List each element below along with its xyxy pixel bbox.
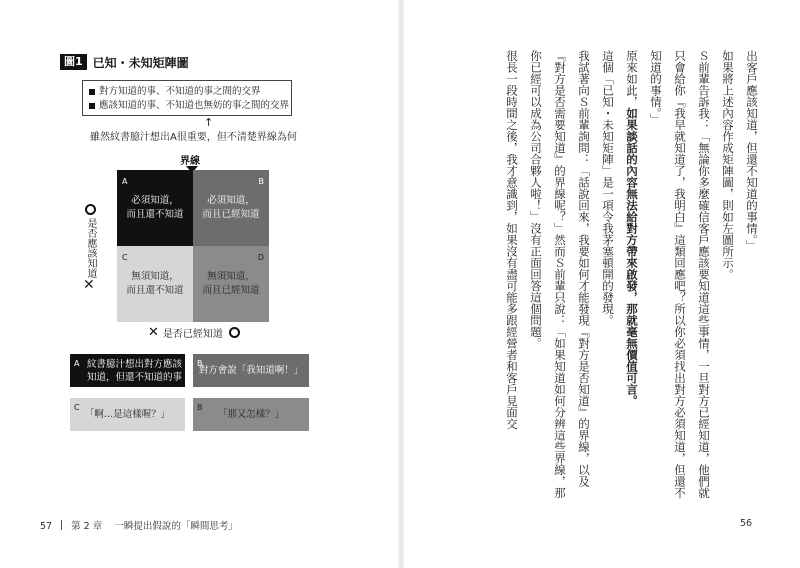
bullet-square-icon [89, 89, 95, 95]
card-text: 對方會說「我知道啊！」 [198, 365, 304, 376]
paragraph: 如果將上述內容作成矩陣圖，則如左圖所示。 [721, 50, 735, 280]
legend-note: 雖然紋書臆汁想出A很重要，但不清楚界線為何 [90, 132, 297, 143]
left-page-footer [40, 518, 238, 532]
chapter-title: 一瞬提出假說的「瞬間思考」 [114, 521, 238, 532]
paragraph: 很長一段時間之後，我才意識到，如果沒有盡可能多跟經營者和客戶見面交 [505, 50, 519, 430]
paragraph: 出客戶應該知道，但還不知道的事情。」 [745, 50, 759, 252]
bullet-square-icon [89, 103, 95, 109]
example-card-c [70, 398, 185, 431]
quadrant-letter: A [122, 177, 128, 186]
quadrant-letter: B [258, 177, 264, 186]
example-card-b2 [193, 398, 309, 431]
figure-badge: 圖1 [60, 54, 87, 70]
card-text: 「那又怎樣？」 [217, 409, 285, 420]
quadrant-letter: D [257, 253, 264, 262]
card-letter: A [74, 359, 80, 368]
paragraph [620, 50, 644, 504]
quadrant-line: 無須知道， [131, 271, 179, 282]
legend-line-1: 對方知道的事、不知道的事之間的交界 [99, 86, 261, 97]
page-number: 57 [40, 521, 53, 532]
paragraph: Ｓ前輩告訴我：「無論你多麼確信客戶應該要知道這些事情，一旦對方已經知道，他們就只會給你『我早就知道了，我明白』這類回應吧？所以你必須找出對方必須知道，但還不知道的事情。」 [649, 50, 711, 499]
card-letter: C [74, 403, 80, 412]
card-letter: B [197, 359, 203, 368]
cross-mark-icon: ✕ [148, 325, 159, 340]
paragraph: 我試著向Ｓ前輩詢問：「話說回來，我要如何才能發現『對方是否知道』的界線，以及『對方是否需要知道』的界線呢？」然而Ｓ前輩只說：「如果知道如何分辨這些界線，那你已經可以成為公司合夥人啦！」沒有正面回答這個問題。 [529, 50, 591, 499]
x-axis-label: 是否已經知道 [162, 329, 223, 340]
legend-row-2 [89, 99, 290, 113]
quadrant-line: 而且已經知道 [202, 209, 260, 220]
x-axis [148, 325, 240, 340]
card-text: 紋書臆汁想出對方應該知道，但還不知道的事 [86, 358, 182, 383]
book-gutter [398, 0, 404, 568]
quadrant-line: 必須知道， [207, 195, 255, 206]
arrow-up-icon: ↑ [204, 116, 214, 129]
quadrant-letter: C [122, 253, 128, 262]
quadrant-line: 而且還不知道 [126, 209, 184, 220]
cross-mark-icon: ✕ [83, 277, 95, 293]
quadrant-line: 而且還不知道 [126, 285, 184, 296]
circle-mark-icon [229, 327, 240, 338]
boundary-label: 界線 [180, 156, 200, 167]
y-axis-label: 是否應該知道 [85, 218, 96, 278]
figure-title-text: 已知・未知矩陣圖 [92, 55, 189, 70]
example-card-b [193, 354, 309, 387]
emphasis-text: 如果談話的內容無法給對方帶來啟發，那就毫無價值可言。 [625, 107, 639, 407]
card-text: 「啊…是這樣喔？」 [84, 409, 171, 420]
quadrant-d [193, 246, 269, 322]
circle-mark-icon [85, 204, 96, 215]
quadrant-line: 而且已經知道 [202, 285, 260, 296]
footer-divider [61, 520, 62, 530]
quadrant-line: 無須知道， [207, 271, 255, 282]
quadrant-c [117, 246, 193, 322]
figure-legend [82, 80, 292, 116]
page-number: 56 [740, 518, 753, 529]
quadrant-a [117, 170, 193, 246]
card-letter: B [197, 403, 203, 412]
legend-line-2: 應該知道的事、不知道也無妨的事之間的交界 [99, 100, 290, 111]
legend-row-1 [89, 85, 285, 99]
paragraph-text: 原來如此， [625, 50, 639, 108]
example-card-a [70, 354, 185, 387]
quadrant-b [193, 170, 269, 246]
quadrant-line: 必須知道， [131, 195, 179, 206]
paragraph: 這個「已知・未知矩陣」是一項令我茅塞頓開的發現。 [601, 50, 615, 326]
body-text [500, 50, 764, 504]
chapter-label: 第 2 章 [71, 521, 103, 532]
figure-title [60, 54, 189, 70]
